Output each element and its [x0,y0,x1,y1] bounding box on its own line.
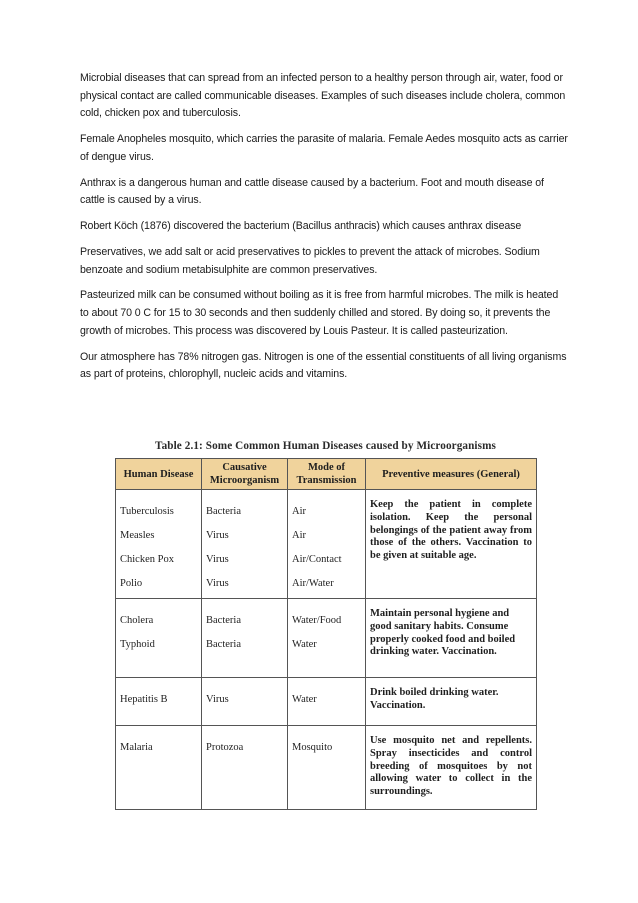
header-causative-microorganism: Causative Microorganism [202,459,288,490]
transmission-mode: Water [292,639,317,650]
paragraph-anthrax: Anthrax is a dangerous human and cattle disease caused by a bacterium. Foot and mouth disease of cattle is caused by a virus. [80,176,544,207]
measures-cell [366,490,537,599]
transmission-cell [288,726,366,810]
disease-name: Tuberculosis [120,506,174,517]
paragraph-communicable-diseases: Microbial diseases that can spread from an infected person to a healthy person through air, water, food or physical contact are called communicable diseases. Examples of such diseases include cholera, common cold, chicken pox and tuberculosis. [80,72,566,120]
table-row [116,599,537,678]
measures-cell [366,678,537,726]
paragraph-nitrogen: Our atmosphere has 78% nitrogen gas. Nitrogen is one of the essential constituents of all living organisms as part of proteins, chlorophyll, nucleic acids and vitamins. [80,350,567,381]
transmission-mode: Air [292,530,306,541]
microorganism-name: Bacteria [206,615,241,626]
microorganism-name: Protozoa [206,742,244,753]
measures-cell [366,726,537,810]
paragraph-robert-koch: Robert Köch (1876) discovered the bacterium (Bacillus anthracis) which causes anthrax disease [80,220,522,233]
disease-name: Measles [120,530,155,541]
microorganism-cell [202,490,288,599]
disease-cell [116,678,202,726]
preventive-measures-text: Use mosquito net and repellents. Spray insecticides and control breeding of mosquitoes by not allowing water to collect in the surroundings. [370,735,532,798]
transmission-cell [288,599,366,678]
transmission-mode: Air [292,506,306,517]
disease-cell [116,599,202,678]
microorganism-name: Bacteria [206,639,241,650]
preventive-measures-text: Drink boiled drinking water. Vaccination. [370,687,499,711]
transmission-mode: Mosquito [292,742,333,753]
transmission-cell [288,678,366,726]
header-human-disease: Human Disease [116,459,202,490]
transmission-mode: Water/Food [292,615,342,626]
preventive-measures-text: Maintain personal hygiene and good sanitary habits. Consume properly cooked food and boiled drinking water. Vaccination. [370,608,516,658]
disease-name: Hepatitis B [120,694,168,705]
table-title: Table 2.1: Some Common Human Diseases caused by Microorganisms [155,440,496,452]
disease-cell [116,726,202,810]
disease-name: Cholera [120,615,154,626]
microorganism-name: Bacteria [206,506,241,517]
table-header-row [116,459,537,490]
header-mode-of-transmission: Mode of Transmission [288,459,366,490]
transmission-mode: Water [292,694,317,705]
disease-name: Chicken Pox [120,554,174,565]
disease-table-figure [115,440,536,810]
header-preventive-measures: Preventive measures (General) [366,459,537,490]
disease-name: Polio [120,578,143,589]
table-row [116,490,537,599]
paragraph-pasteurization: Pasteurized milk can be consumed without boiling as it is free from harmful microbes. The milk is heated to about 70 0 C for 15 to 30 seconds and then suddenly chilled and stored. By doing so, it prevents the growth of microbes. This process was discovered by Louis Pasteur. It is called pasteurization. [80,289,559,337]
table-row [116,678,537,726]
microorganism-cell [202,678,288,726]
transmission-mode: Air/Contact [292,554,342,565]
disease-name: Malaria [120,742,153,753]
microorganism-cell [202,726,288,810]
paragraph-preservatives: Preservatives, we add salt or acid preservatives to pickles to prevent the attack of microbes. Sodium benzoate and sodium metabisulphite are common preservatives. [80,245,540,276]
table-row [116,726,537,810]
measures-cell [366,599,537,678]
transmission-cell [288,490,366,599]
microorganism-name: Virus [206,694,229,705]
microorganism-cell [202,599,288,678]
microorganism-name: Virus [206,530,229,541]
body-text [80,70,568,392]
disease-name: Typhoid [120,639,155,650]
microorganism-name: Virus [206,554,229,565]
microorganism-name: Virus [206,578,229,589]
preventive-measures-text: Keep the patient in complete isolation. Keep the personal belongings of the patient away from those of the others. Vaccination to be given at suitable age. [370,499,532,562]
disease-table [115,458,537,810]
paragraph-mosquito: Female Anopheles mosquito, which carries the parasite of malaria. Female Aedes mosquito acts as carrier of dengue virus. [80,133,568,163]
transmission-mode: Air/Water [292,578,334,589]
disease-cell [116,490,202,599]
